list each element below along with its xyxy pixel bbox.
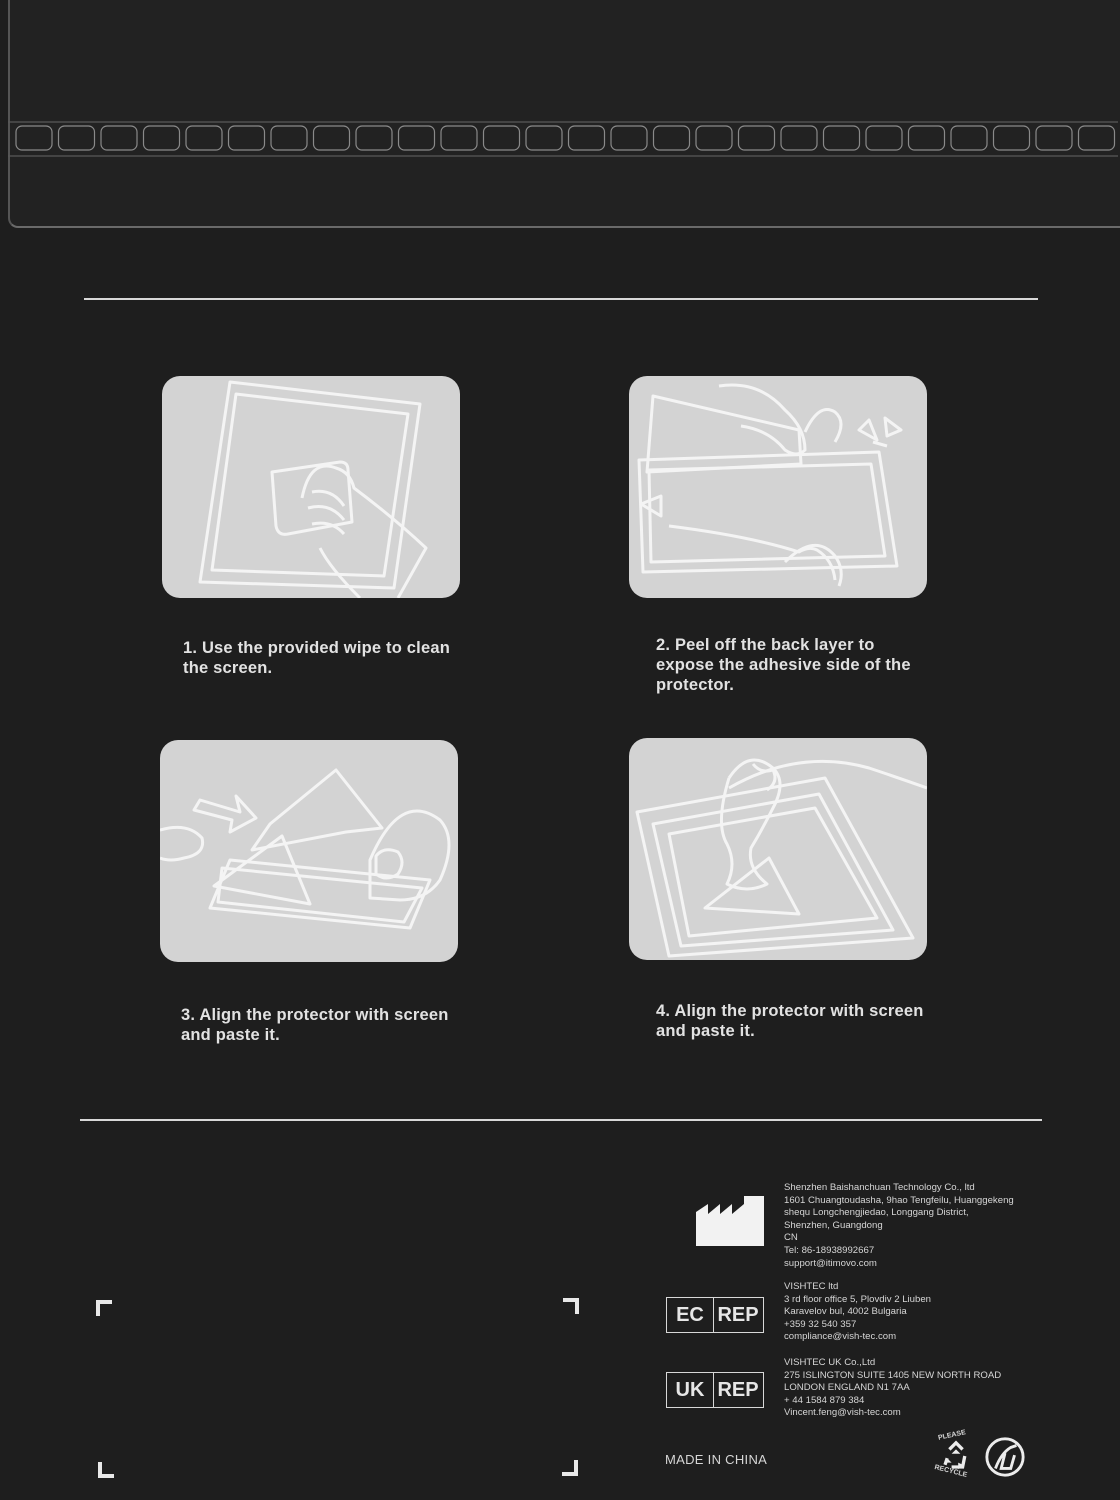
step-3-illustration [160,740,458,962]
perforation-stitch [1079,126,1115,150]
recycling-symbol-icon [984,1436,1026,1478]
step-4-text: 4. Align the protector with screen and paste it. [656,1002,924,1040]
step-2-text: 2. Peel off the back layer to expose the adhesive side of the protector. [656,636,911,694]
uk-rep-info: VISHTEC UK Co.,Ltd 275 ISLINGTON SUITE 1405 NEW NORTH ROAD LONDON ENGLAND N1 7AA + 44 1584 879 384 Vincent.feng@vish-tec.com [784,1357,1002,1419]
manufacturer-info: Shenzhen Baishanchuan Technology Co., ltd 1601 Chuangtoudasha, 9hao Tengfeilu, Huanggekeng shequ Longchengjiedao, Longgang District, Shenzhen, Guangdong CN Tel: 86-18938992667 support@itimovo.com [784,1182,1014,1269]
perforation-stitch [739,126,775,150]
perforation-stitch [526,126,562,150]
perforation-stitch [229,126,265,150]
step-3-text: 3. Align the protector with screen and paste it. [181,1006,449,1044]
rep-label: REP [717,1303,759,1326]
crop-mark-top-right [563,1298,579,1314]
please-recycle-bottom: RECYCLE [933,1464,968,1479]
perforation-stitch [271,126,307,150]
rep-label: REP [717,1378,759,1401]
step-4-illustration [629,738,927,960]
uk-rep-badge [666,1372,764,1408]
perforation-stitch [101,126,137,150]
step-1-text: 1. Use the provided wipe to clean the screen. [183,639,450,677]
envelope-flap [8,0,1120,228]
perforation-stitch [654,126,690,150]
perforation-stitch [356,126,392,150]
perforation-stitch [696,126,732,150]
perforation-stitch [399,126,435,150]
manufacturer-icon [696,1196,764,1246]
perforation-stitch [909,126,945,150]
perforation-stitch [484,126,520,150]
perforation-stitch [824,126,860,150]
ec-rep-badge [666,1297,764,1333]
uk-label: UK [667,1373,714,1407]
perforation-stitch [951,126,987,150]
perforation-stitch [1036,126,1072,150]
perforation-stitch [994,126,1030,150]
perforation-stitch [866,126,902,150]
perforation-stitch [441,126,477,150]
perforation-stitch [16,126,52,150]
step-1-illustration [162,376,460,598]
crop-mark-bottom-right [562,1460,578,1476]
crop-mark-bottom-left [98,1462,114,1478]
perforation-stitch [569,126,605,150]
perforation-stitch [314,126,350,150]
perforation-stitch [611,126,647,150]
crop-mark-top-left [96,1300,112,1316]
top-divider [84,298,1038,300]
perforation-stitch [186,126,222,150]
bottom-divider [80,1119,1042,1121]
perforation-stitch [144,126,180,150]
step-2-illustration [629,376,927,598]
perforation-stitch [59,126,95,150]
ec-rep-info: VISHTEC ltd 3 rd floor office 5, Plovdiv 2 Liuben Karavelov bul, 4002 Bulgaria +359 32 540 357 compliance@vish-tec.com [784,1281,932,1343]
ec-label: EC [667,1298,714,1332]
perforation-stitch [781,126,817,150]
made-in-label: MADE IN CHINA [665,1452,768,1467]
perforation-line [8,116,1118,160]
please-recycle-top: PLEASE [937,1429,967,1442]
